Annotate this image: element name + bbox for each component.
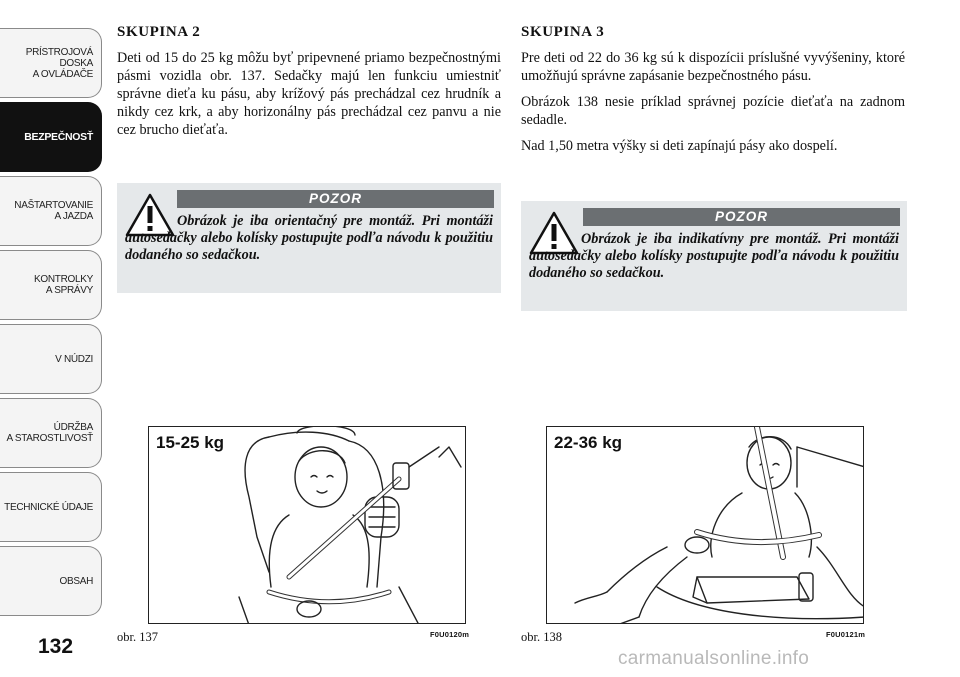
tab-v-nudzi[interactable]: V NÚDZI [0, 324, 102, 394]
paragraph: Deti od 15 do 25 kg môžu byť pripevnené priamo bezpečnostnými pásmi vozidla obr. 137. Sedačky majú len funkciu umiestniť správne dieťa ku pásu, aby krížový pás prechádzal cez hrudník a nikdy cez krk, a aby horizonálny pás prechádzal cez panvu a nie cez brucho dieťaťa. [117, 50, 501, 138]
paragraph: Obrázok 138 nesie príklad správnej pozície dieťaťa na zadnom sedadle. [521, 94, 905, 128]
page-number: 132 [38, 635, 74, 658]
child-booster-seat-illustration [149, 427, 466, 624]
tab-kontrolky[interactable]: KONTROLKY A SPRÁVY [0, 250, 102, 320]
child-booster-cushion-illustration [547, 427, 864, 624]
figure-weight-label: 15-25 kg [156, 433, 225, 452]
figure-code: F0U0121m [826, 630, 866, 639]
warning-box [117, 183, 501, 293]
figure-138 [546, 426, 864, 624]
warning-box [521, 201, 907, 311]
warning-title: POZOR [177, 190, 494, 208]
paragraph: Nad 1,50 metra výšky si deti zapínajú pásy ako dospelí. [521, 138, 838, 154]
figure-code: F0U0120m [430, 630, 470, 639]
warning-title: POZOR [583, 208, 900, 226]
tab-bezpecnost[interactable]: BEZPEČNOSŤ [0, 102, 102, 172]
section-heading: SKUPINA 3 [521, 24, 605, 40]
warning-text: Obrázok je iba indikatívny pre montáž. Pri montáži autosedačky alebo kolísky postupujte podľa návodu k použitiu dodaného so sedačkou. [529, 231, 899, 281]
warning-text: Obrázok je iba orientačný pre montáž. Pri montáži autosedačky alebo kolísky postupujte podľa návodu k použitiu dodaného so sedačkou. [125, 213, 493, 263]
tab-pristrojova-doska[interactable]: PRÍSTROJOVÁ DOSKA A OVLÁDAČE [0, 28, 102, 98]
section-heading: SKUPINA 2 [117, 24, 201, 40]
figure-caption: obr. 138 [521, 630, 562, 644]
tab-nastartovanie[interactable]: NAŠTARTOVANIE A JAZDA [0, 176, 102, 246]
tab-udrzba[interactable]: ÚDRŽBA A STAROSTLIVOSŤ [0, 398, 102, 468]
section-skupina-3 [521, 24, 905, 163]
figure-137 [148, 426, 466, 624]
figure-weight-label: 22-36 kg [554, 433, 623, 452]
watermark: carmanualsonline.info [618, 648, 810, 669]
paragraph: Pre deti od 22 do 36 kg sú k dispozícii príslušné vyvýšeniny, ktoré umožňujú správne zapásanie bezpečnostného pásu. [521, 50, 905, 84]
tab-obsah[interactable]: OBSAH [0, 546, 102, 616]
tab-technicke-udaje[interactable]: TECHNICKÉ ÚDAJE [0, 472, 102, 542]
section-skupina-2 [117, 24, 501, 147]
figure-caption: obr. 137 [117, 630, 158, 644]
